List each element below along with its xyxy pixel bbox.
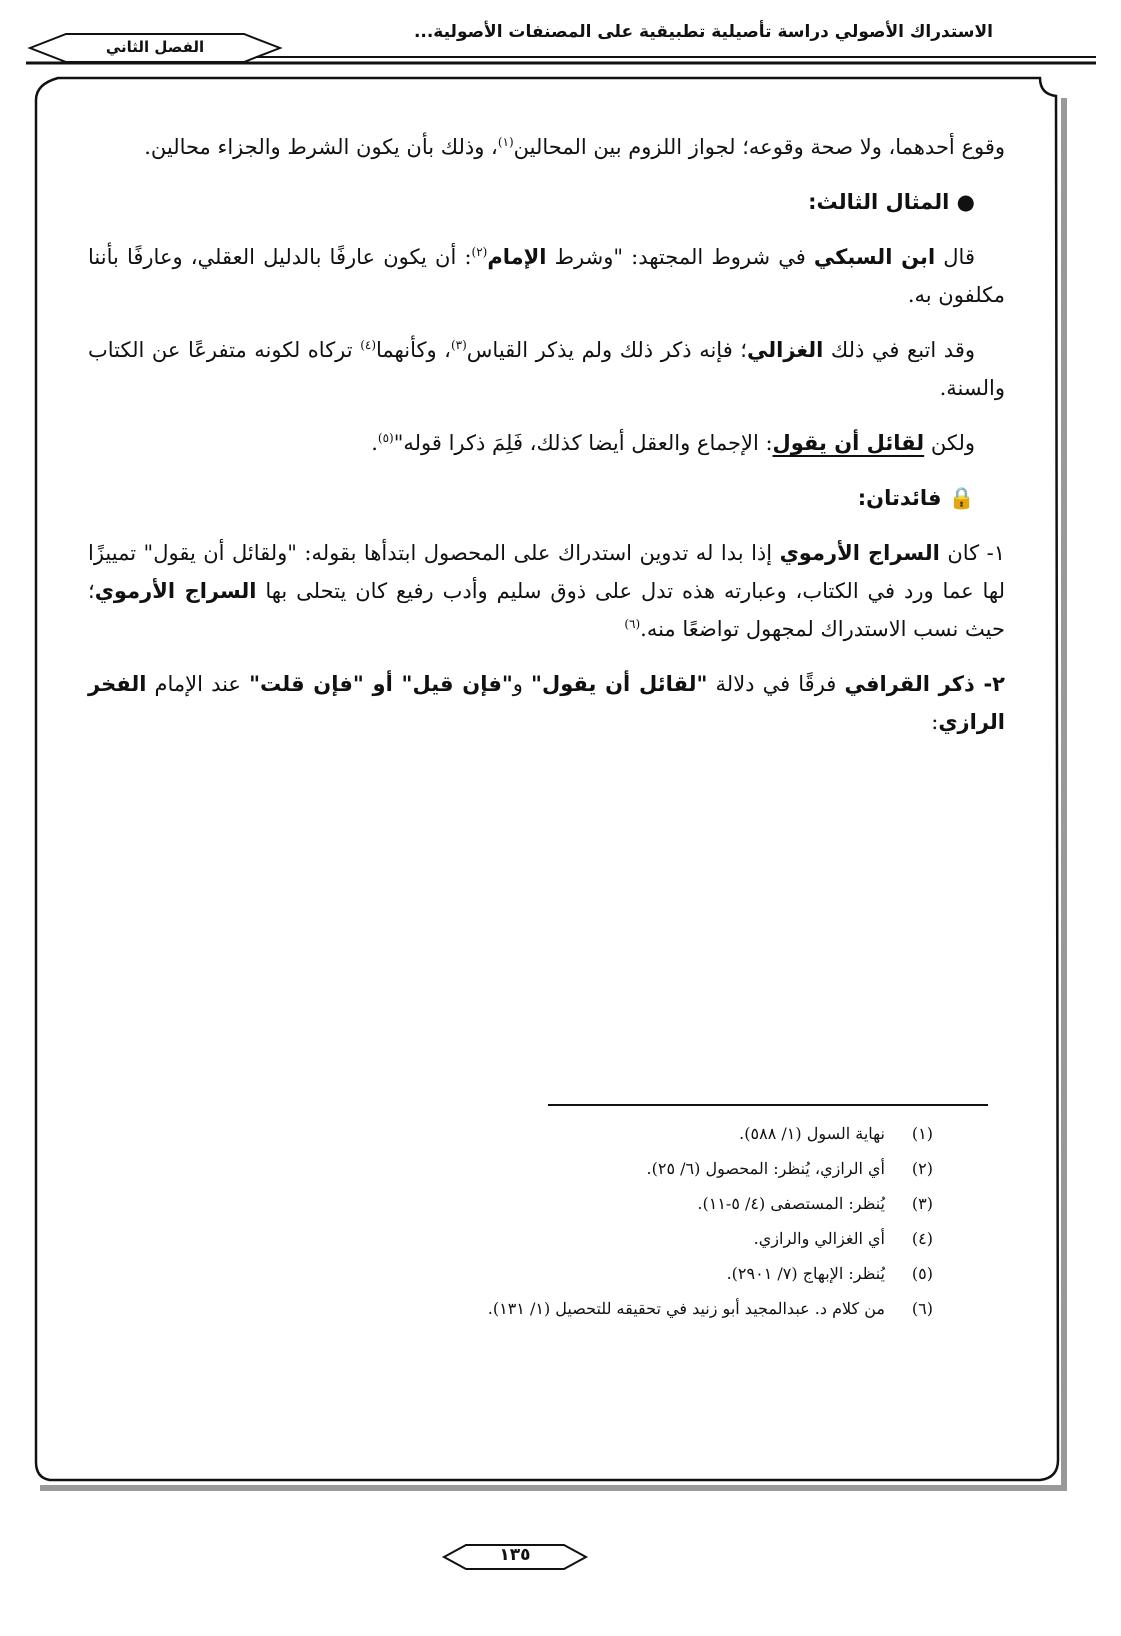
- page-number-badge: [440, 1540, 590, 1574]
- paragraph-1: وقوع أحدهما، ولا صحة وقوعه؛ لجواز اللزوم بين المحالين$^{(١)}$، وذلك بأن يكون الشرط والجزاء محالين.: [144, 135, 1005, 159]
- footnote-ref-3[interactable]: (٣): [450, 338, 467, 352]
- section-heading-benefits: 🔒 فائدتان:: [857, 486, 975, 510]
- footnote-item: (٤)أي الغزالي والرازي.: [753, 1229, 933, 1248]
- page-number: ١٣٥: [499, 1545, 531, 1565]
- footnote-ref-1[interactable]: (١): [497, 135, 514, 149]
- paragraph-5: ولكن لقائل أن يقول: الإجماع والعقل أيضا كذلك، فَلِمَ ذكرا قوله"$^{(٥)}$.: [371, 431, 975, 455]
- footnote-ref-4[interactable]: (٤): [360, 338, 377, 352]
- footnote-item: (٢)أي الرازي، يُنظر: المحصول (٦/ ٢٥).: [646, 1159, 933, 1178]
- footnotes: [120, 1124, 933, 1334]
- chapter-label: الفصل الثاني: [105, 38, 205, 56]
- footnote-ref-6[interactable]: (٦): [624, 617, 641, 631]
- paragraph-7: ١- كان السراج الأرموي إذا بدا له تدوين استدراك على المحصول ابتدأها بقوله: "ولقائل أن يقول" تمييزًا لها عما ورد في الكتاب، وعبارته هذه تدل على ذوق سليم وأدب رفيع كان يتحلى بها السراج الأرموي؛ حيث نسب الاستدراك لمجهول تواضعًا منه.$^{(٦)}$: [88, 541, 1005, 641]
- footnote-item: (٣)يُنظر: المستصفى (٤/ ٥-١١).: [697, 1194, 933, 1213]
- paragraph-4: وقد اتبع في ذلك الغزالي؛ فإنه ذكر ذلك ولم يذكر القياس$^{(٣)}$، وكأنهما$^{(٤)}$ تركاه لكونه متفرعًا عن الكتاب والسنة.: [88, 338, 1005, 400]
- section-heading-third-example: ● المثال الثالث:: [808, 190, 975, 214]
- book-title: الاستدراك الأصولي دراسة تأصيلية تطبيقية على المصنفات الأصولية...: [413, 22, 993, 42]
- paragraph-3: قال ابن السبكي في شروط المجتهد: "وشرط الإمام$^{(٢)}$: أن يكون عارفًا بالدليل العقلي، وعارفًا بأننا مكلفون به.: [88, 245, 1005, 307]
- main-text: [88, 128, 1005, 758]
- footnote-divider: [548, 1104, 988, 1106]
- footnote-item: (٥)يُنظر: الإبهاج (٧/ ٢٩٠١).: [726, 1264, 933, 1283]
- footnote-ref-5[interactable]: (٥): [377, 431, 394, 445]
- footnote-ref-2[interactable]: (٢): [471, 245, 488, 259]
- header-rule: [26, 55, 1096, 69]
- footnote-item: (١)نهاية السول (١/ ٥٨٨).: [739, 1124, 933, 1143]
- lock-icon: 🔒: [948, 486, 975, 510]
- footnote-item: (٦)من كلام د. عبدالمجيد أبو زنيد في تحقيقه للتحصيل (١/ ١٣١).: [487, 1299, 933, 1318]
- paragraph-8: ٢- ذكر القرافي فرقًا في دلالة "لقائل أن يقول" و"فإن قيل" أو "فإن قلت" عند الإمام الفخر الرازي:: [88, 672, 1005, 734]
- page-header: [0, 0, 1121, 80]
- bullet-icon: ●: [956, 190, 975, 214]
